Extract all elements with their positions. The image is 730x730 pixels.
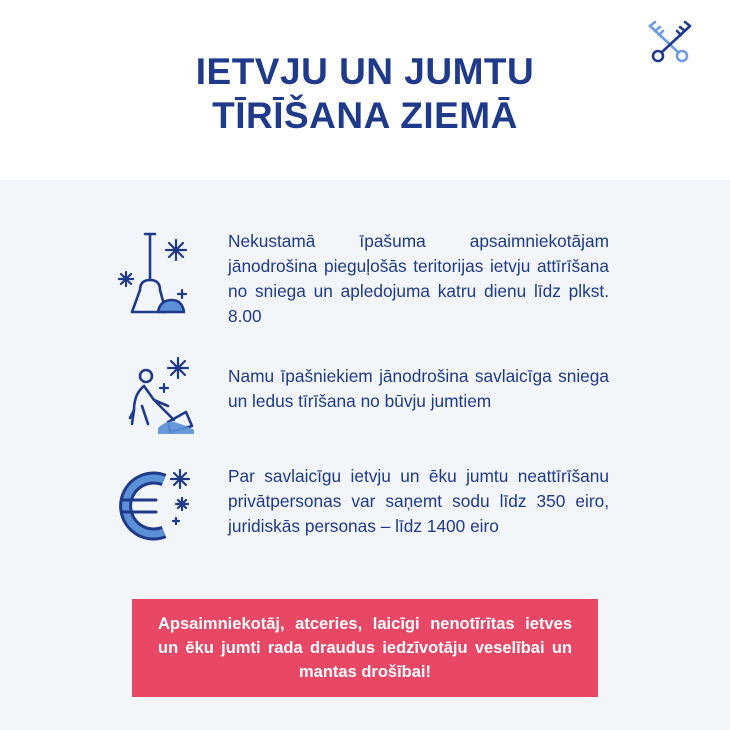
snow-shovel-icon (118, 230, 196, 320)
warning-banner-text: Apsaimniekotāj, atceries, laicīgi nenotīrītas ietves un ēku jumti rada draudus iedzīvotāju veselībai un mantas drošībai! (158, 615, 572, 681)
info-text-3: Par savlaicīgu ietvju un ēku jumtu neattīrīšanu privātpersonas var saņemt sodu līdz 350 eiro, juridiskās personas – līdz 1400 eiro (228, 466, 609, 536)
euro-snowflake-icon (118, 464, 196, 554)
person-shoveling-icon (118, 356, 196, 446)
page-title-line-2: TĪRĪŠANA ZIEMĀ (212, 95, 518, 136)
info-text-2: Namu īpašniekiem jānodrošina savlaicīga sniega un ledus tīrīšana no būvju jumtiem (228, 366, 609, 411)
page-title (0, 50, 730, 138)
page-title-line-1: IETVJU UN JUMTU (195, 51, 535, 92)
info-text-1: Nekustamā īpašuma apsaimniekotājam jānodrošina pieguļošās teritorijas ietvju attīrīšana no sniega un apledojuma katru dienu līdz plkst. 8.00 (228, 231, 609, 326)
crossed-keys-icon (644, 18, 696, 64)
